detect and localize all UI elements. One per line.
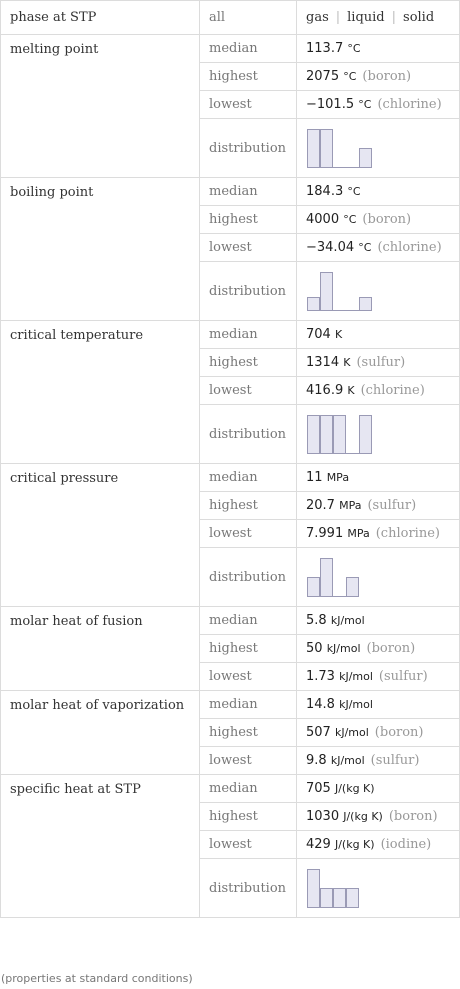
distribution-cell (297, 262, 460, 321)
stat-label: highest (200, 492, 297, 520)
value-unit: MPa (347, 527, 370, 540)
header-phases (297, 1, 460, 35)
histogram-bar (347, 578, 359, 597)
histogram-bar (321, 559, 333, 597)
element-note: (chlorine) (377, 97, 442, 112)
stat-label: lowest (200, 831, 297, 859)
property-specific-heat: specific heat at STP (1, 775, 200, 918)
distribution-histogram (306, 866, 386, 910)
value-number: 429 (306, 837, 331, 852)
stat-value (297, 377, 460, 405)
header-phase-label: phase at STP (1, 1, 200, 35)
element-note: (chlorine) (360, 383, 425, 398)
histogram-bar (321, 416, 333, 454)
stat-label: median (200, 321, 297, 349)
stat-label: median (200, 35, 297, 63)
stat-value (297, 492, 460, 520)
stat-label: median (200, 464, 297, 492)
distribution-histogram (306, 555, 386, 599)
stat-label: median (200, 775, 297, 803)
value-number: 507 (306, 725, 331, 740)
histogram-bar (308, 298, 320, 311)
element-note: (sulfur) (356, 355, 406, 370)
distribution-cell (297, 859, 460, 918)
stat-value (297, 63, 460, 91)
element-note: (boron) (374, 725, 424, 740)
value-unit: J/(kg K) (343, 810, 383, 823)
stat-label: lowest (200, 91, 297, 119)
stat-value (297, 803, 460, 831)
stat-label: highest (200, 803, 297, 831)
value-number: 7.991 (306, 526, 344, 541)
phase-liquid: liquid (347, 10, 385, 25)
phase-separator: | (391, 10, 397, 25)
histogram-bar (321, 889, 333, 908)
value-number: 1.73 (306, 669, 335, 684)
stat-label: distribution (200, 405, 297, 464)
phase-solid: solid (403, 10, 435, 25)
phase-separator: | (335, 10, 341, 25)
distribution-histogram (306, 269, 386, 313)
stat-label: lowest (200, 377, 297, 405)
value-number: −101.5 (306, 97, 355, 112)
stat-value (297, 747, 460, 775)
stat-label: lowest (200, 234, 297, 262)
property-molar-heat-of-fusion: molar heat of fusion (1, 607, 200, 691)
element-note: (sulfur) (367, 498, 417, 513)
stat-value (297, 635, 460, 663)
table-row (1, 691, 460, 719)
distribution-cell (297, 548, 460, 607)
value-number: 113.7 (306, 41, 344, 56)
table-row (1, 35, 460, 63)
stat-label: lowest (200, 663, 297, 691)
value-unit: kJ/mol (339, 670, 373, 683)
stat-label: lowest (200, 520, 297, 548)
stat-value (297, 719, 460, 747)
value-unit: kJ/mol (326, 642, 361, 655)
value-number: 704 (306, 327, 331, 342)
element-note: (chlorine) (377, 240, 442, 255)
value-unit: °C (343, 213, 357, 226)
distribution-histogram (306, 412, 386, 456)
stat-label: distribution (200, 262, 297, 321)
value-unit: kJ/mol (339, 698, 373, 711)
property-critical-temperature: critical temperature (1, 321, 200, 464)
stat-label: distribution (200, 119, 297, 178)
table-row (1, 464, 460, 492)
value-unit: J/(kg K) (334, 782, 375, 795)
stat-value (297, 91, 460, 119)
value-number: 416.9 (306, 383, 344, 398)
histogram-bar (334, 889, 346, 908)
header-all: all (200, 1, 297, 35)
value-number: 11 (306, 470, 323, 485)
stat-label: median (200, 178, 297, 206)
value-unit: K (347, 384, 355, 397)
stat-value (297, 206, 460, 234)
stat-label: highest (200, 206, 297, 234)
stat-label: highest (200, 719, 297, 747)
histogram-bar (308, 578, 320, 597)
stat-value (297, 691, 460, 719)
stat-value (297, 520, 460, 548)
value-number: 184.3 (306, 184, 344, 199)
stat-label: highest (200, 349, 297, 377)
stat-value (297, 663, 460, 691)
value-unit: MPa (339, 499, 362, 512)
value-unit: K (334, 328, 343, 341)
header-row (1, 1, 460, 35)
value-unit: °C (347, 42, 361, 55)
stat-value (297, 35, 460, 63)
element-note: (sulfur) (378, 669, 428, 684)
property-molar-heat-of-vaporization: molar heat of vaporization (1, 691, 200, 775)
element-note: (boron) (362, 69, 412, 84)
stat-label: highest (200, 635, 297, 663)
distribution-cell (297, 405, 460, 464)
value-number: 5.8 (306, 613, 327, 628)
table-row (1, 178, 460, 206)
element-note: (iodine) (380, 837, 432, 852)
element-note: (boron) (366, 641, 416, 656)
element-note: (boron) (388, 809, 438, 824)
value-number: 1314 (306, 355, 340, 370)
value-unit: °C (343, 70, 357, 83)
value-number: 705 (306, 781, 331, 796)
stat-value (297, 607, 460, 635)
value-unit: °C (358, 98, 372, 111)
stat-value (297, 234, 460, 262)
histogram-bar (308, 130, 320, 168)
value-number: 9.8 (306, 753, 327, 768)
histogram-bar (308, 870, 320, 908)
histogram-bar (347, 889, 359, 908)
stat-value (297, 349, 460, 377)
stat-value (297, 775, 460, 803)
stat-value (297, 178, 460, 206)
histogram-bar (360, 149, 372, 168)
property-boiling-point: boiling point (1, 178, 200, 321)
stat-value (297, 321, 460, 349)
property-melting-point: melting point (1, 35, 200, 178)
stat-label: distribution (200, 859, 297, 918)
value-unit: kJ/mol (330, 614, 365, 627)
value-unit: K (343, 356, 351, 369)
value-unit: MPa (326, 471, 350, 484)
element-note: (boron) (362, 212, 412, 227)
table-row (1, 607, 460, 635)
value-unit: J/(kg K) (334, 838, 375, 851)
value-number: 50 (306, 641, 323, 656)
stat-label: highest (200, 63, 297, 91)
value-unit: kJ/mol (330, 754, 365, 767)
property-critical-pressure: critical pressure (1, 464, 200, 607)
stat-value (297, 464, 460, 492)
stat-label: distribution (200, 548, 297, 607)
value-number: −34.04 (306, 240, 355, 255)
stat-label: median (200, 691, 297, 719)
value-unit: °C (347, 185, 361, 198)
stat-label: lowest (200, 747, 297, 775)
histogram-bar (334, 416, 346, 454)
phase-gas: gas (306, 10, 329, 25)
table-row (1, 321, 460, 349)
value-unit: kJ/mol (334, 726, 369, 739)
value-number: 2075 (306, 69, 340, 84)
histogram-bar (360, 298, 372, 311)
footer-note: (properties at standard conditions) (1, 972, 193, 985)
histogram-bar (360, 416, 372, 454)
histogram-bar (308, 416, 320, 454)
element-note: (chlorine) (375, 526, 440, 541)
value-number: 4000 (306, 212, 340, 227)
element-note: (sulfur) (370, 753, 420, 768)
distribution-histogram (306, 126, 386, 170)
value-number: 14.8 (306, 697, 335, 712)
histogram-bar (321, 273, 333, 311)
value-unit: °C (358, 241, 372, 254)
table-row (1, 775, 460, 803)
distribution-cell (297, 119, 460, 178)
stat-label: median (200, 607, 297, 635)
value-number: 1030 (306, 809, 340, 824)
histogram-bar (321, 130, 333, 168)
value-number: 20.7 (306, 498, 335, 513)
stat-value (297, 831, 460, 859)
